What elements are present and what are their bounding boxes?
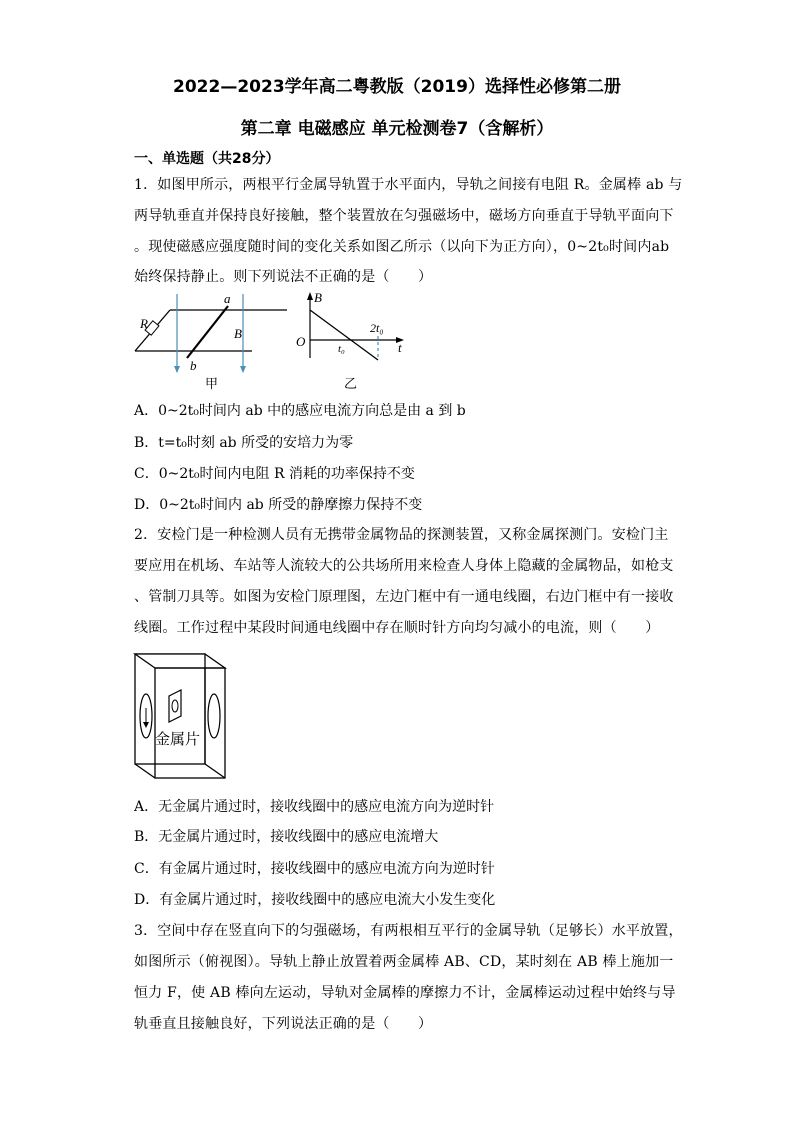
q1-line-2: 两导轨垂直并保持良好接触，整个装置放在匀强磁场中，磁场方向垂直于导轨平面向下 <box>134 208 674 224</box>
fig-metal-sheet-label: 金属片 <box>155 732 201 748</box>
q2-option-c[interactable]: C．有金属片通过时，接收线圈中的感应电流方向为逆时针 <box>134 861 495 877</box>
title-line-1: 2022—2023学年高二粤教版（2019）选择性必修第二册 <box>173 77 621 97</box>
q2-option-b[interactable]: B．无金属片通过时，接收线圈中的感应电流增大 <box>134 829 439 845</box>
fig-yi-label-t: t <box>398 340 402 355</box>
q3-line-4: 轨垂直且接触良好，下列说法正确的是（ ） <box>134 1016 433 1032</box>
fig-yi-label-t0: t₀ <box>338 343 345 355</box>
q2-line-4: 线圈。工作过程中某段时间通电线圈中存在顺时针方向均匀减小的电流，则（ ） <box>134 620 660 636</box>
figure-yi <box>292 288 412 394</box>
q1-option-d[interactable]: D．0~2t₀时间内 ab 所受的静摩擦力保持不变 <box>134 497 423 513</box>
q1-option-c[interactable]: C．0~2t₀时间内电阻 R 消耗的功率保持不变 <box>134 466 415 482</box>
q1-line-1: 1．如图甲所示，两根平行金属导轨置于水平面内，导轨之间接有电阻 R。金属棒 ab 与 <box>134 177 683 193</box>
q2-option-d[interactable]: D．有金属片通过时，接收线圈中的感应电流大小发生变化 <box>134 892 496 908</box>
q3-line-1: 3．空间中存在竖直向下的匀强磁场，有两根相互平行的金属导轨（足够长）水平放置， <box>134 923 683 939</box>
q1-line-4: 始终保持静止。则下列说法不正确的是（ ） <box>134 269 433 285</box>
fig-jia-caption: 甲 <box>205 376 219 391</box>
fig-yi-label-O: O <box>296 334 306 349</box>
q3-line-2: 如图所示（俯视图）。导轨上静止放置着两金属棒 AB、CD，某时刻在 AB 棒上施加一 <box>134 954 674 970</box>
fig-jia-label-b: b <box>190 358 197 373</box>
q2-line-2: 要应用在机场、车站等人流较大的公共场所用来检查人身体上隐藏的金属物品，如枪支 <box>134 558 674 574</box>
q1-option-a[interactable]: A．0~2t₀时间内 ab 中的感应电流方向总是由 a 到 b <box>134 403 466 419</box>
fig-yi-label-2t0: 2t₀ <box>370 321 384 335</box>
figure-security-gate <box>131 650 229 780</box>
figure-jia <box>130 288 300 394</box>
fig-yi-caption: 乙 <box>344 376 358 391</box>
q2-line-3: 、管制刀具等。如图为安检门原理图，左边门框中有一通电线圈，右边门框中有一接收 <box>134 589 674 605</box>
fig-jia-label-B: B <box>234 326 242 341</box>
q3-line-3: 恒力 F，使 AB 棒向左运动，导轨对金属棒的摩擦力不计，金属棒运动过程中始终与导 <box>134 985 676 1001</box>
q1-line-3: 。现使磁感应强度随时间的变化关系如图乙所示（以向下为正方向），0~2t₀时间内ab <box>134 239 670 255</box>
q1-option-b[interactable]: B．t=t₀时刻 ab 所受的安培力为零 <box>134 435 354 451</box>
q2-line-1: 2．安检门是一种检测人员有无携带金属物品的探测装置，又称金属探测门。安检门主 <box>134 527 669 543</box>
fig-jia-label-a: a <box>224 291 231 306</box>
q2-option-a[interactable]: A．无金属片通过时，接收线圈中的感应电流方向为逆时针 <box>134 799 495 815</box>
fig-jia-label-R: R <box>140 316 148 331</box>
section-heading: 一、单选题（共28分） <box>134 151 280 167</box>
fig-yi-label-B: B <box>314 290 322 305</box>
title-line-2: 第二章 电磁感应 单元检测卷7（含解析） <box>240 119 554 139</box>
